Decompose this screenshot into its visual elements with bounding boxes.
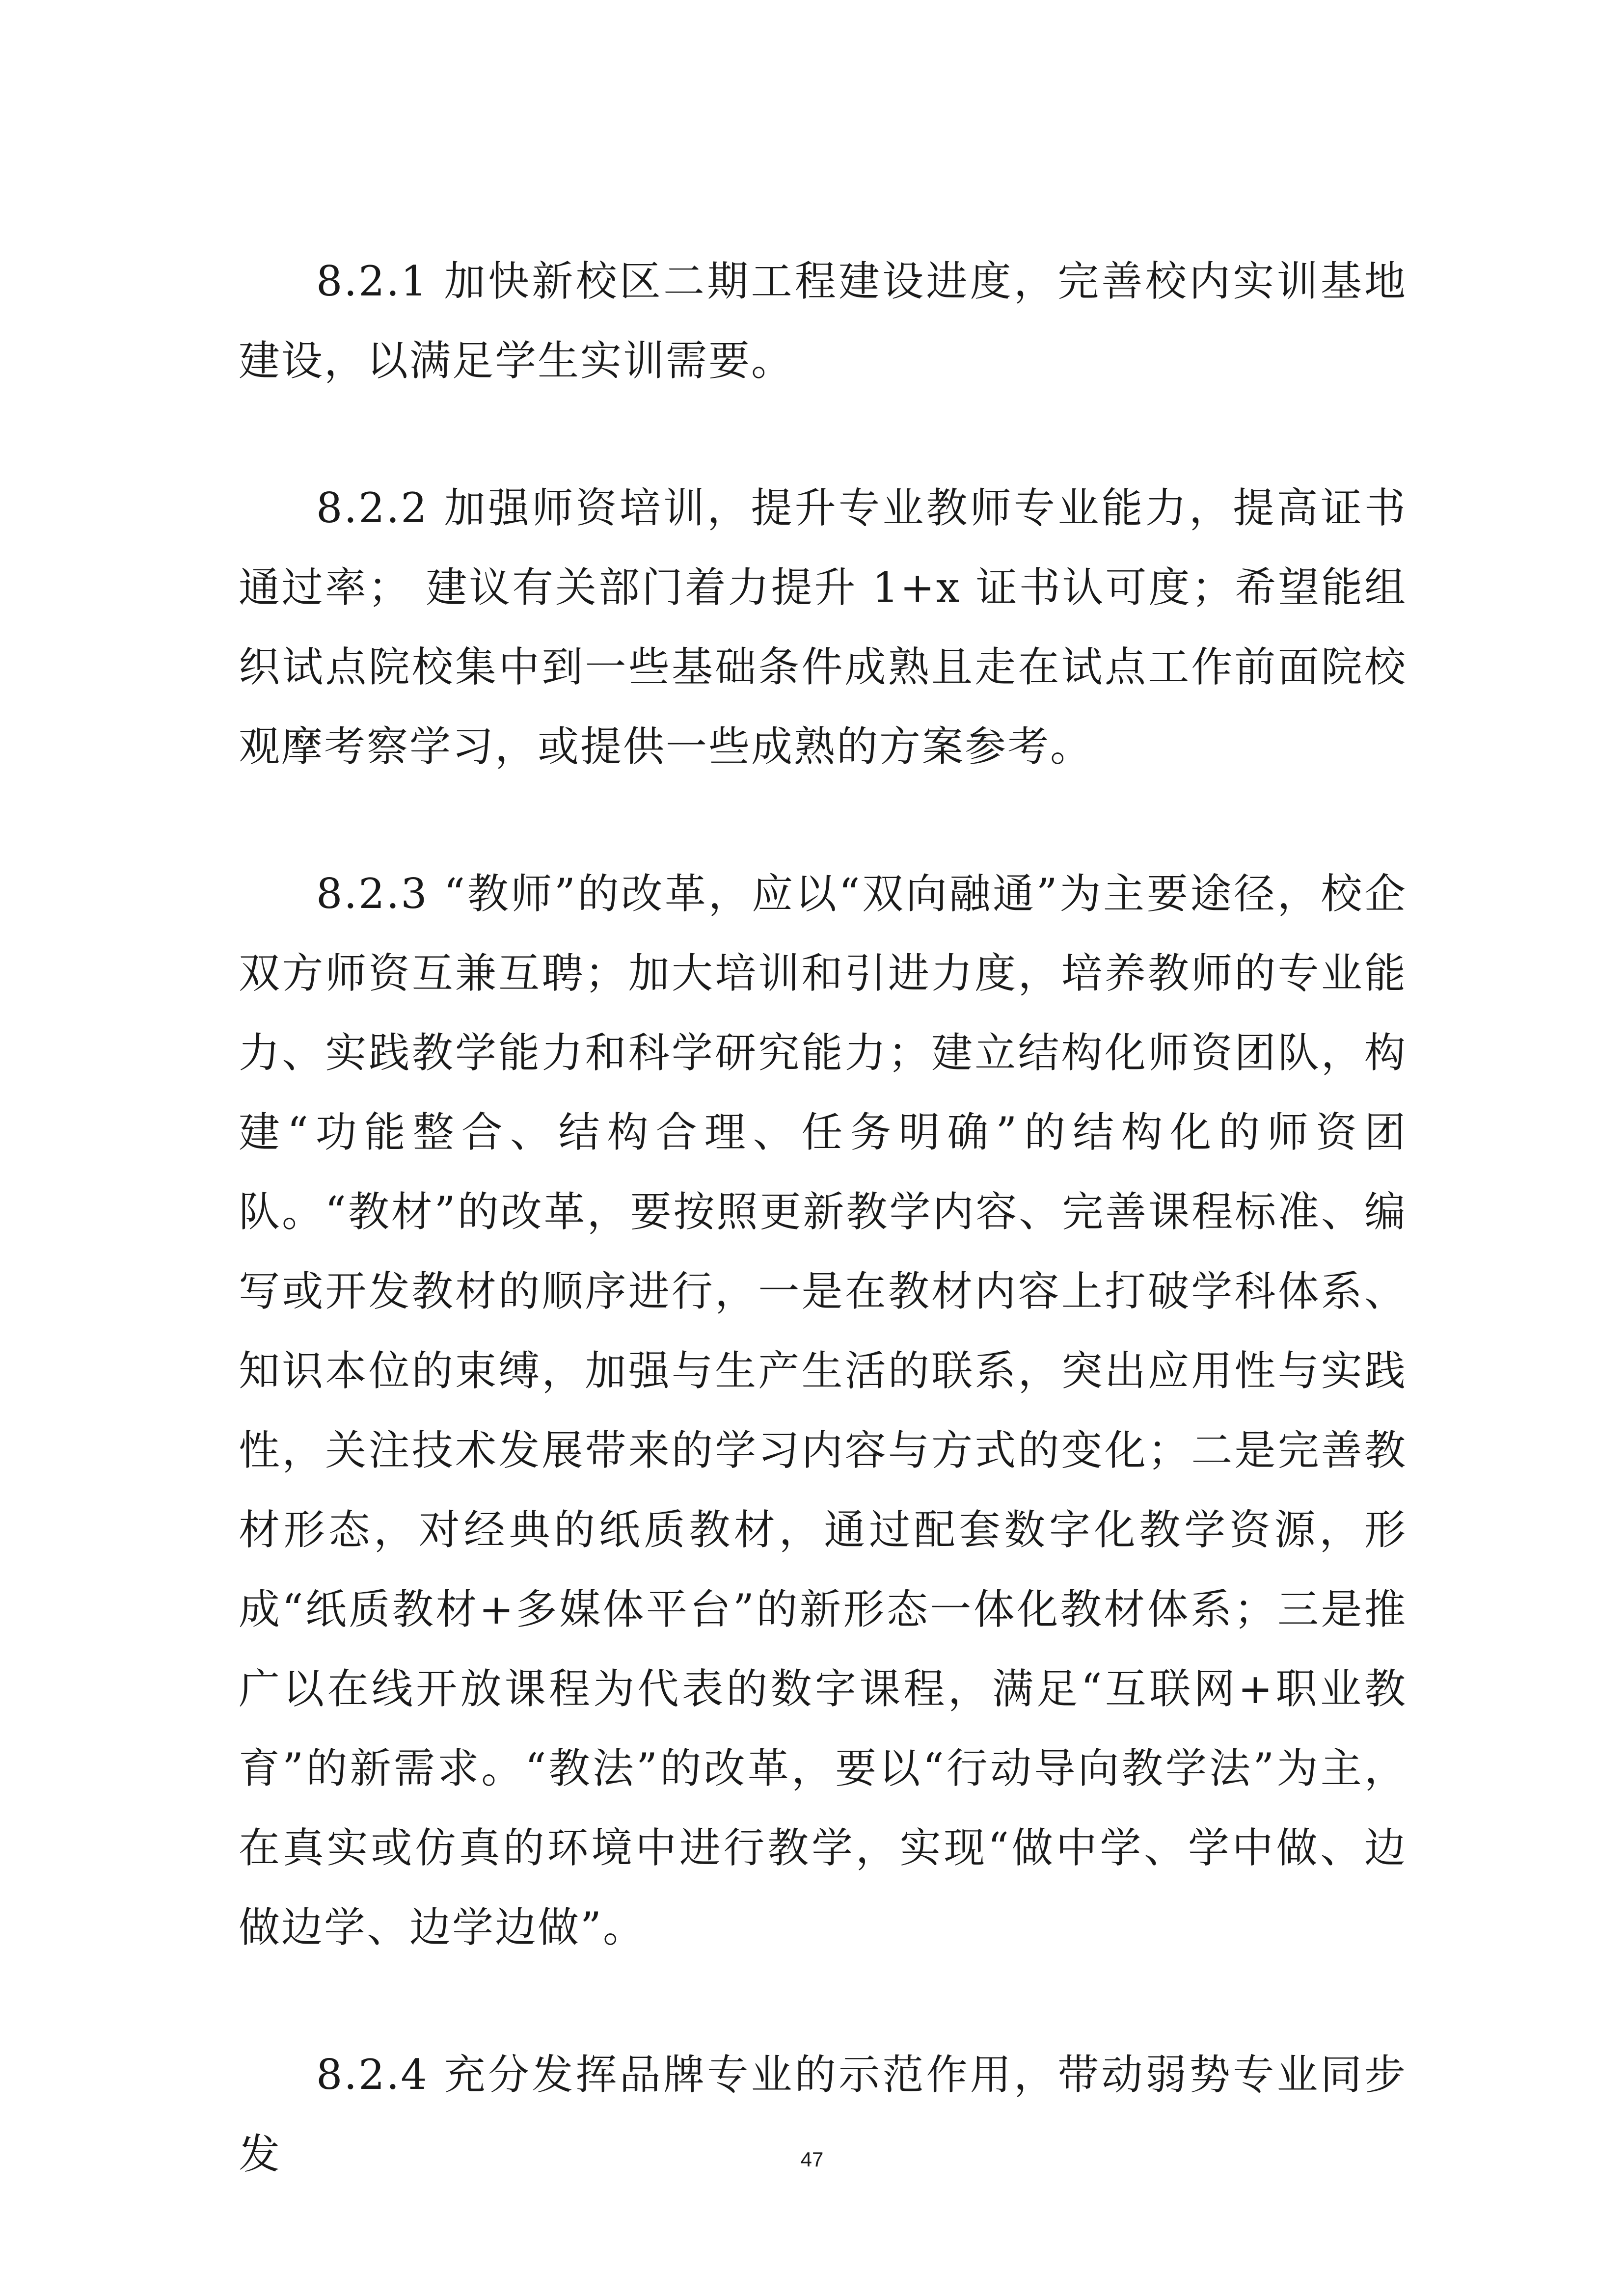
paragraph-8-2-1: 8.2.1 加快新校区二期工程建设进度，完善校内实训基地建设，以满足学生实训需要。 (239, 257, 1407, 385)
paragraph-8-2-3: 8.2.3 “教师”的改革，应以“双向融通”为主要途径，校企双方师资互兼互聘；加大培训和引进力度，培养教师的专业能力、实践教学能力和科学研究能力；建立结构化师资团队，构建“功能整合、结构合理、任务明确”的结构化的师资团队。“教材”的改革，要按照更新教学内容、完善课程标准、编写或开发教材的顺序进行，一是在教材内容上打破学科体系、知识本位的束缚，加强与生产生活的联系，突出应用性与实践性，关注技术发展带来的学习内容与方式的变化；二是完善教材形态，对经典的纸质教材，通过配套数字化教学资源，形成“纸质教材+多媒体平台”的新形态一体化教材体系；三是推广以在线开放课程为代表的数字课程，满足“互联网+职业教育”的新需求。“教法”的改革，要以“行动导向教学法”为主，在真实或仿真的环境中进行教学，实现“做中学、学中做、边做边学、边学边做”。 (239, 870, 1407, 1951)
document-body (239, 241, 1407, 2194)
page-number: 47 (800, 2148, 824, 2171)
paragraph-8-2-2: 8.2.2 加强师资培训，提升专业教师专业能力，提高证书通过率； 建议有关部门着力提升 1+x 证书认可度；希望能组织试点院校集中到一些基础条件成熟且走在试点工作前面院校观摩考察学习，或提供一些成熟的方案参考。 (239, 484, 1407, 771)
paragraph-8-2-4: 8.2.4 充分发挥品牌专业的示范作用，带动弱势专业同步发 (239, 2051, 1407, 2178)
